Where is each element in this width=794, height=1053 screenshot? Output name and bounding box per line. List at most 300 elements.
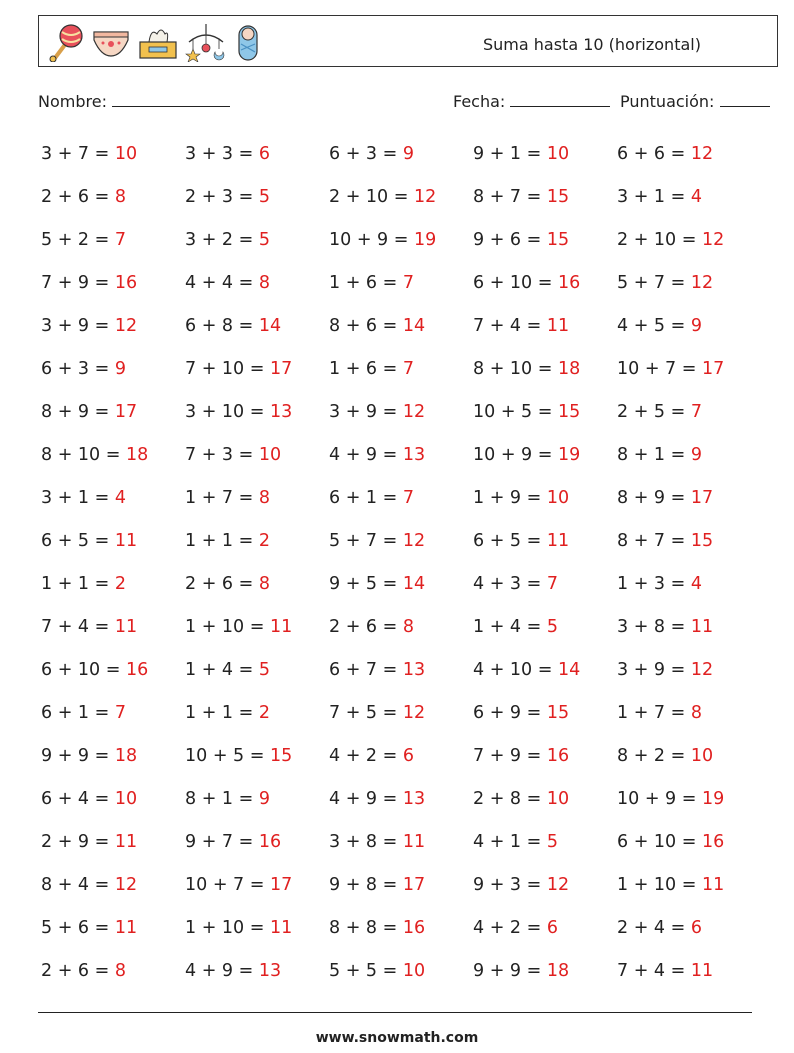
problem-equation: 1 + 7 = [617,703,686,723]
problem-equation: 8 + 1 = [185,789,254,809]
problem-item [41,649,148,692]
problem-answer: 19 [702,789,725,809]
problem-equation: 8 + 1 = [617,445,686,465]
problem-equation: 3 + 1 = [41,488,110,508]
problem-answer: 7 [402,273,415,293]
problem-answer: 8 [258,574,271,594]
problem-grid [41,133,771,993]
problem-answer: 13 [402,660,426,680]
problem-item [41,821,137,864]
problem-item [617,907,702,950]
problem-answer: 11 [114,617,138,637]
problem-equation: 7 + 4 = [473,316,542,336]
problem-item [185,219,270,262]
problem-item [41,391,137,434]
problem-equation: 2 + 3 = [185,187,254,207]
problem-equation: 7 + 9 = [473,746,542,766]
problem-answer: 16 [702,832,725,852]
problem-answer: 13 [402,789,426,809]
problem-equation: 5 + 5 = [329,961,398,981]
problem-item [329,778,425,821]
problem-item [473,391,580,434]
problem-item [617,950,713,993]
problem-answer: 10 [114,144,138,164]
problem-item [473,520,569,563]
problem-item [473,606,558,649]
problem-answer: 13 [402,445,426,465]
problem-item [329,391,425,434]
problem-answer: 12 [402,531,426,551]
problem-item [185,907,292,950]
problem-equation: 1 + 1 = [185,531,254,551]
problem-equation: 3 + 9 = [617,660,686,680]
problem-item [329,305,425,348]
problem-equation: 7 + 3 = [185,445,254,465]
score-field [620,92,770,111]
problem-answer: 12 [690,660,714,680]
problem-answer: 15 [546,187,570,207]
problem-equation: 3 + 1 = [617,187,686,207]
problem-answer: 14 [402,316,426,336]
problem-answer: 17 [270,875,293,895]
problem-item [617,305,702,348]
problem-answer: 11 [690,617,714,637]
problem-answer: 10 [546,488,570,508]
problem-item [617,778,724,821]
problem-answer: 9 [114,359,127,379]
problem-item [329,821,425,864]
problem-item [617,176,702,219]
problem-answer: 7 [546,574,559,594]
problem-answer: 2 [258,703,271,723]
problem-equation: 3 + 3 = [185,144,254,164]
problem-answer: 10 [258,445,282,465]
problem-item [473,649,580,692]
problem-answer: 9 [690,445,703,465]
problem-equation: 10 + 9 = [617,789,697,809]
problem-equation: 10 + 5 = [185,746,265,766]
problem-equation: 1 + 9 = [473,488,542,508]
problem-item [41,692,126,735]
problem-item [329,176,436,219]
problem-equation: 10 + 5 = [473,402,553,422]
problem-item [41,305,137,348]
problem-answer: 15 [270,746,293,766]
problem-item [617,348,724,391]
problem-answer: 15 [558,402,581,422]
problem-equation: 3 + 9 = [329,402,398,422]
problem-item [617,864,724,907]
problem-answer: 6 [690,918,703,938]
problem-equation: 1 + 4 = [473,617,542,637]
problem-item [185,176,270,219]
problem-equation: 6 + 7 = [329,660,398,680]
problem-equation: 4 + 9 = [329,445,398,465]
problem-item [473,348,580,391]
problem-answer: 11 [114,531,138,551]
problem-answer: 8 [114,961,127,981]
problem-answer: 5 [258,187,271,207]
problem-item [473,219,569,262]
problem-equation: 6 + 9 = [473,703,542,723]
problem-answer: 4 [114,488,127,508]
problem-equation: 8 + 6 = [329,316,398,336]
problem-answer: 15 [690,531,714,551]
problem-answer: 5 [258,230,271,250]
problem-item [617,262,713,305]
diaper-icon [91,22,131,62]
problem-equation: 6 + 3 = [41,359,110,379]
date-field [453,92,610,111]
problem-equation: 1 + 10 = [185,617,265,637]
problem-item [473,262,580,305]
problem-item [473,477,569,520]
problem-equation: 6 + 8 = [185,316,254,336]
problem-equation: 1 + 1 = [41,574,110,594]
problem-answer: 10 [114,789,138,809]
problem-item [473,305,569,348]
problem-equation: 1 + 10 = [617,875,697,895]
header-icons [47,21,263,63]
tissue-box-icon [137,22,179,62]
problem-item [185,477,270,520]
problem-answer: 17 [114,402,138,422]
problem-answer: 17 [270,359,293,379]
problem-answer: 9 [690,316,703,336]
problem-item [329,133,414,176]
problem-equation: 1 + 1 = [185,703,254,723]
problem-item [329,520,425,563]
problem-answer: 5 [258,660,271,680]
problem-item [41,864,137,907]
problem-item [329,434,425,477]
problem-item [185,864,292,907]
problem-item [617,520,713,563]
problem-equation: 2 + 6 = [41,187,110,207]
problem-item [329,262,414,305]
problem-answer: 19 [414,230,437,250]
problem-equation: 1 + 3 = [617,574,686,594]
problem-equation: 7 + 4 = [41,617,110,637]
problem-item [185,348,292,391]
problem-equation: 9 + 5 = [329,574,398,594]
problem-item [41,348,126,391]
problem-equation: 9 + 3 = [473,875,542,895]
problem-equation: 3 + 9 = [41,316,110,336]
problem-equation: 1 + 6 = [329,359,398,379]
problem-answer: 5 [546,617,559,637]
problem-answer: 5 [546,832,559,852]
problem-equation: 6 + 10 = [617,832,697,852]
problem-item [185,821,281,864]
problem-answer: 8 [114,187,127,207]
problem-equation: 9 + 9 = [41,746,110,766]
problem-answer: 8 [258,488,271,508]
problem-answer: 10 [690,746,714,766]
problem-item [185,133,270,176]
problem-equation: 2 + 9 = [41,832,110,852]
worksheet-title: Suma hasta 10 (horizontal) [483,35,701,54]
problem-answer: 17 [690,488,714,508]
problem-item [329,692,425,735]
problem-item [473,563,558,606]
problem-item [473,907,558,950]
problem-answer: 13 [270,402,293,422]
problem-item [41,176,126,219]
problem-equation: 6 + 6 = [617,144,686,164]
problem-answer: 12 [402,402,426,422]
date-line[interactable] [510,92,610,107]
problem-equation: 8 + 9 = [617,488,686,508]
problem-equation: 9 + 7 = [185,832,254,852]
problem-equation: 8 + 7 = [473,187,542,207]
problem-equation: 2 + 6 = [41,961,110,981]
problem-item [617,477,713,520]
problem-answer: 12 [114,316,138,336]
problem-equation: 5 + 7 = [617,273,686,293]
problem-answer: 16 [258,832,282,852]
problem-answer: 12 [414,187,437,207]
problem-equation: 9 + 8 = [329,875,398,895]
problem-item [617,133,713,176]
problem-answer: 12 [114,875,138,895]
problem-item [617,391,702,434]
problem-answer: 13 [258,961,282,981]
problem-answer: 16 [126,660,149,680]
problem-item [617,219,724,262]
problem-item [617,692,702,735]
problem-item [185,950,281,993]
rattle-icon [47,22,85,62]
name-label: Nombre: [38,92,107,111]
problem-equation: 6 + 10 = [41,660,121,680]
footer-divider [38,1012,752,1013]
problem-answer: 11 [114,832,138,852]
problem-answer: 7 [402,488,415,508]
problem-answer: 4 [690,187,703,207]
problem-equation: 1 + 10 = [185,918,265,938]
name-line[interactable] [112,92,230,107]
problem-equation: 6 + 1 = [329,488,398,508]
problem-item [185,305,281,348]
problem-equation: 2 + 8 = [473,789,542,809]
problem-item [329,907,425,950]
problem-answer: 14 [258,316,282,336]
problem-equation: 2 + 10 = [329,187,409,207]
problem-item [41,262,137,305]
problem-equation: 6 + 5 = [41,531,110,551]
problem-item [41,477,126,520]
problem-answer: 16 [114,273,138,293]
problem-answer: 16 [402,918,426,938]
problem-equation: 2 + 10 = [617,230,697,250]
problem-equation: 2 + 4 = [617,918,686,938]
problem-equation: 6 + 1 = [41,703,110,723]
problem-item [185,649,270,692]
problem-answer: 14 [558,660,581,680]
problem-answer: 9 [258,789,271,809]
problem-item [617,434,702,477]
problem-item [473,133,569,176]
problem-answer: 17 [702,359,725,379]
problem-answer: 7 [114,703,127,723]
problem-answer: 8 [402,617,415,637]
problem-answer: 19 [558,445,581,465]
problem-answer: 11 [546,531,570,551]
problem-answer: 11 [114,918,138,938]
problem-equation: 1 + 7 = [185,488,254,508]
problem-equation: 4 + 5 = [617,316,686,336]
problem-equation: 6 + 4 = [41,789,110,809]
problem-equation: 9 + 9 = [473,961,542,981]
problem-answer: 12 [546,875,570,895]
header-box [38,15,778,67]
problem-answer: 12 [702,230,725,250]
problem-item [329,563,425,606]
footer-site: www.snowmath.com [315,1030,479,1046]
problem-item [185,692,270,735]
problem-item [185,262,270,305]
problem-equation: 4 + 3 = [473,574,542,594]
score-label: Puntuación: [620,92,715,111]
problem-answer: 7 [402,359,415,379]
problem-answer: 10 [546,144,570,164]
problem-answer: 11 [270,918,293,938]
problem-item [185,563,270,606]
problem-answer: 7 [690,402,703,422]
problem-answer: 6 [258,144,271,164]
problem-equation: 8 + 10 = [473,359,553,379]
problem-equation: 9 + 6 = [473,230,542,250]
problem-equation: 8 + 8 = [329,918,398,938]
problem-equation: 6 + 5 = [473,531,542,551]
problem-answer: 15 [546,230,570,250]
problem-answer: 18 [126,445,149,465]
problem-item [473,950,569,993]
problem-equation: 5 + 7 = [329,531,398,551]
problem-item [473,692,569,735]
problem-item [41,219,126,262]
problem-equation: 7 + 9 = [41,273,110,293]
problem-answer: 10 [546,789,570,809]
problem-equation: 8 + 2 = [617,746,686,766]
problem-equation: 4 + 9 = [185,961,254,981]
problem-equation: 10 + 9 = [329,230,409,250]
problem-item [185,434,281,477]
problem-item [473,778,569,821]
problem-equation: 4 + 4 = [185,273,254,293]
problem-item [473,821,558,864]
problem-equation: 9 + 1 = [473,144,542,164]
problem-item [41,434,148,477]
problem-equation: 3 + 7 = [41,144,110,164]
problem-equation: 7 + 10 = [185,359,265,379]
problem-equation: 5 + 6 = [41,918,110,938]
problem-item [473,176,569,219]
problem-item [41,950,126,993]
problem-equation: 8 + 4 = [41,875,110,895]
problem-answer: 11 [690,961,714,981]
baby-mobile-icon [185,22,227,62]
problem-equation: 4 + 2 = [329,746,398,766]
problem-item [617,649,713,692]
problem-item [185,606,292,649]
score-line[interactable] [720,92,770,107]
problem-equation: 4 + 9 = [329,789,398,809]
problem-answer: 14 [402,574,426,594]
problem-answer: 6 [546,918,559,938]
problem-answer: 15 [546,703,570,723]
date-label: Fecha: [453,92,506,111]
problem-item [185,520,270,563]
problem-item [617,735,713,778]
problem-item [329,649,425,692]
problem-answer: 18 [558,359,581,379]
problem-item [185,735,292,778]
problem-equation: 3 + 8 = [617,617,686,637]
problem-equation: 7 + 4 = [617,961,686,981]
problem-answer: 12 [402,703,426,723]
problem-answer: 12 [690,273,714,293]
problem-equation: 3 + 10 = [185,402,265,422]
problem-item [329,477,414,520]
problem-equation: 10 + 7 = [185,875,265,895]
problem-answer: 7 [114,230,127,250]
problem-equation: 5 + 2 = [41,230,110,250]
problem-answer: 2 [258,531,271,551]
problem-answer: 6 [402,746,415,766]
problem-equation: 3 + 2 = [185,230,254,250]
problem-equation: 10 + 7 = [617,359,697,379]
problem-item [41,133,137,176]
problem-item [473,735,569,778]
problem-item [473,864,569,907]
problem-item [329,348,414,391]
problem-item [41,606,137,649]
problem-equation: 10 + 9 = [473,445,553,465]
problem-item [329,606,414,649]
problem-answer: 9 [402,144,415,164]
problem-equation: 2 + 5 = [617,402,686,422]
problem-item [329,864,425,907]
problem-equation: 1 + 4 = [185,660,254,680]
problem-item [185,391,292,434]
problem-equation: 3 + 8 = [329,832,398,852]
problem-equation: 4 + 10 = [473,660,553,680]
problem-answer: 8 [258,273,271,293]
problem-answer: 18 [114,746,138,766]
problem-answer: 18 [546,961,570,981]
problem-item [41,778,137,821]
problem-item [329,950,425,993]
swaddled-baby-icon [233,22,263,62]
problem-item [41,907,137,950]
problem-item [329,735,414,778]
problem-equation: 8 + 10 = [41,445,121,465]
problem-equation: 8 + 9 = [41,402,110,422]
problem-answer: 11 [402,832,426,852]
problem-item [473,434,580,477]
problem-item [617,821,724,864]
problem-answer: 11 [546,316,570,336]
problem-item [617,563,702,606]
problem-answer: 16 [546,746,570,766]
problem-item [185,778,270,821]
problem-equation: 8 + 7 = [617,531,686,551]
problem-item [41,520,137,563]
problem-equation: 7 + 5 = [329,703,398,723]
problem-answer: 17 [402,875,426,895]
